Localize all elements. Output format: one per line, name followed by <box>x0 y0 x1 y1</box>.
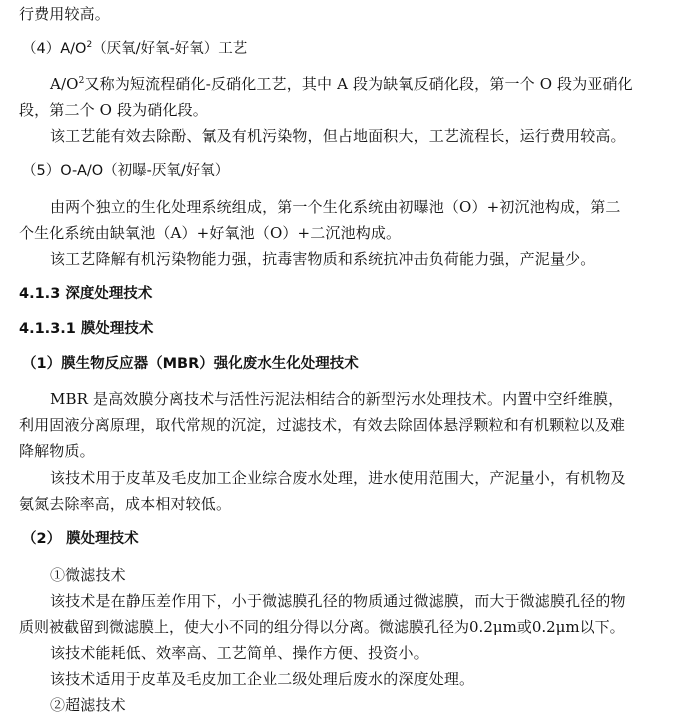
paragraph-line: 质则被截留到微滤膜上，使大小不同的组分得以分离。微滤膜孔径为0.2μm或0.2μm以下。 <box>19 618 625 636</box>
paragraph-line: 利用固液分离原理，取代常规的沉淀，过滤技术，有效去除固体悬浮颗粒和有机颗粒以及难 <box>19 416 626 434</box>
section-heading-membrane: （2） 膜处理技术 <box>22 531 139 547</box>
paragraph-line: 降解物质。 <box>19 442 95 460</box>
section-heading-oao: （5）O-A/O（初曝-厌氧/好氧） <box>22 163 230 179</box>
paragraph-line: 该工艺能有效去除酚、氰及有机污染物，但占地面积大，工艺流程长，运行费用较高。 <box>50 127 626 145</box>
paragraph-line: 个生化系统由缺氧池（A）+好氧池（O）+二沉池构成。 <box>19 224 402 242</box>
paragraph-line: $A/O^2$又称为短流程硝化-反硝化工艺，其中 A 段为缺氧反硝化段，第一个 O 段为亚硝化 <box>50 75 633 93</box>
paragraph-line: MBR 是高效膜分离技术与活性污泥法相结合的新型污水处理技术。内置中空纤维膜， <box>50 390 624 408</box>
paragraph-line: 由两个独立的生化处理系统组成，第一个生化系统由初曝池（O）+初沉池构成，第二 <box>50 198 621 216</box>
section-heading-mbr: （1）膜生物反应器（MBR）强化废水生化处理技术 <box>22 356 359 372</box>
paragraph-line: 该技术用于皮革及毛皮加工企业综合废水处理，进水使用范围大，产泥量小，有机物及 <box>50 469 626 487</box>
paragraph-line: 该技术是在静压差作用下，小于微滤膜孔径的物质通过微滤膜，而大于微滤膜孔径的物 <box>50 592 626 610</box>
paragraph-line: 段，第二个 O 段为硝化段。 <box>19 101 208 119</box>
section-heading-4-1-3-1: 4.1.3.1 膜处理技术 <box>19 321 154 337</box>
paragraph-line: 该工艺降解有机污染物能力强，抗毒害物质和系统抗冲击负荷能力强，产泥量少。 <box>50 250 596 268</box>
text-line: 行费用较高。 <box>19 5 110 23</box>
paragraph-line: 氨氮去除率高，成本相对较低。 <box>19 495 232 513</box>
paragraph-line: 该技术能耗低、效率高、工艺简单、操作方便、投资小。 <box>50 644 429 662</box>
subsection-title-microfiltration: ①微滤技术 <box>50 566 126 584</box>
paragraph-line: 该技术适用于皮革及毛皮加工企业二级处理后废水的深度处理。 <box>50 670 475 688</box>
section-heading-ao2: $(4)A/O^2$（厌氧/好氧-好氧）工艺 <box>22 40 248 57</box>
subsection-title-ultrafiltration: ②超滤技术 <box>50 696 126 714</box>
section-heading-4-1-3: 4.1.3 深度处理技术 <box>19 286 153 302</box>
